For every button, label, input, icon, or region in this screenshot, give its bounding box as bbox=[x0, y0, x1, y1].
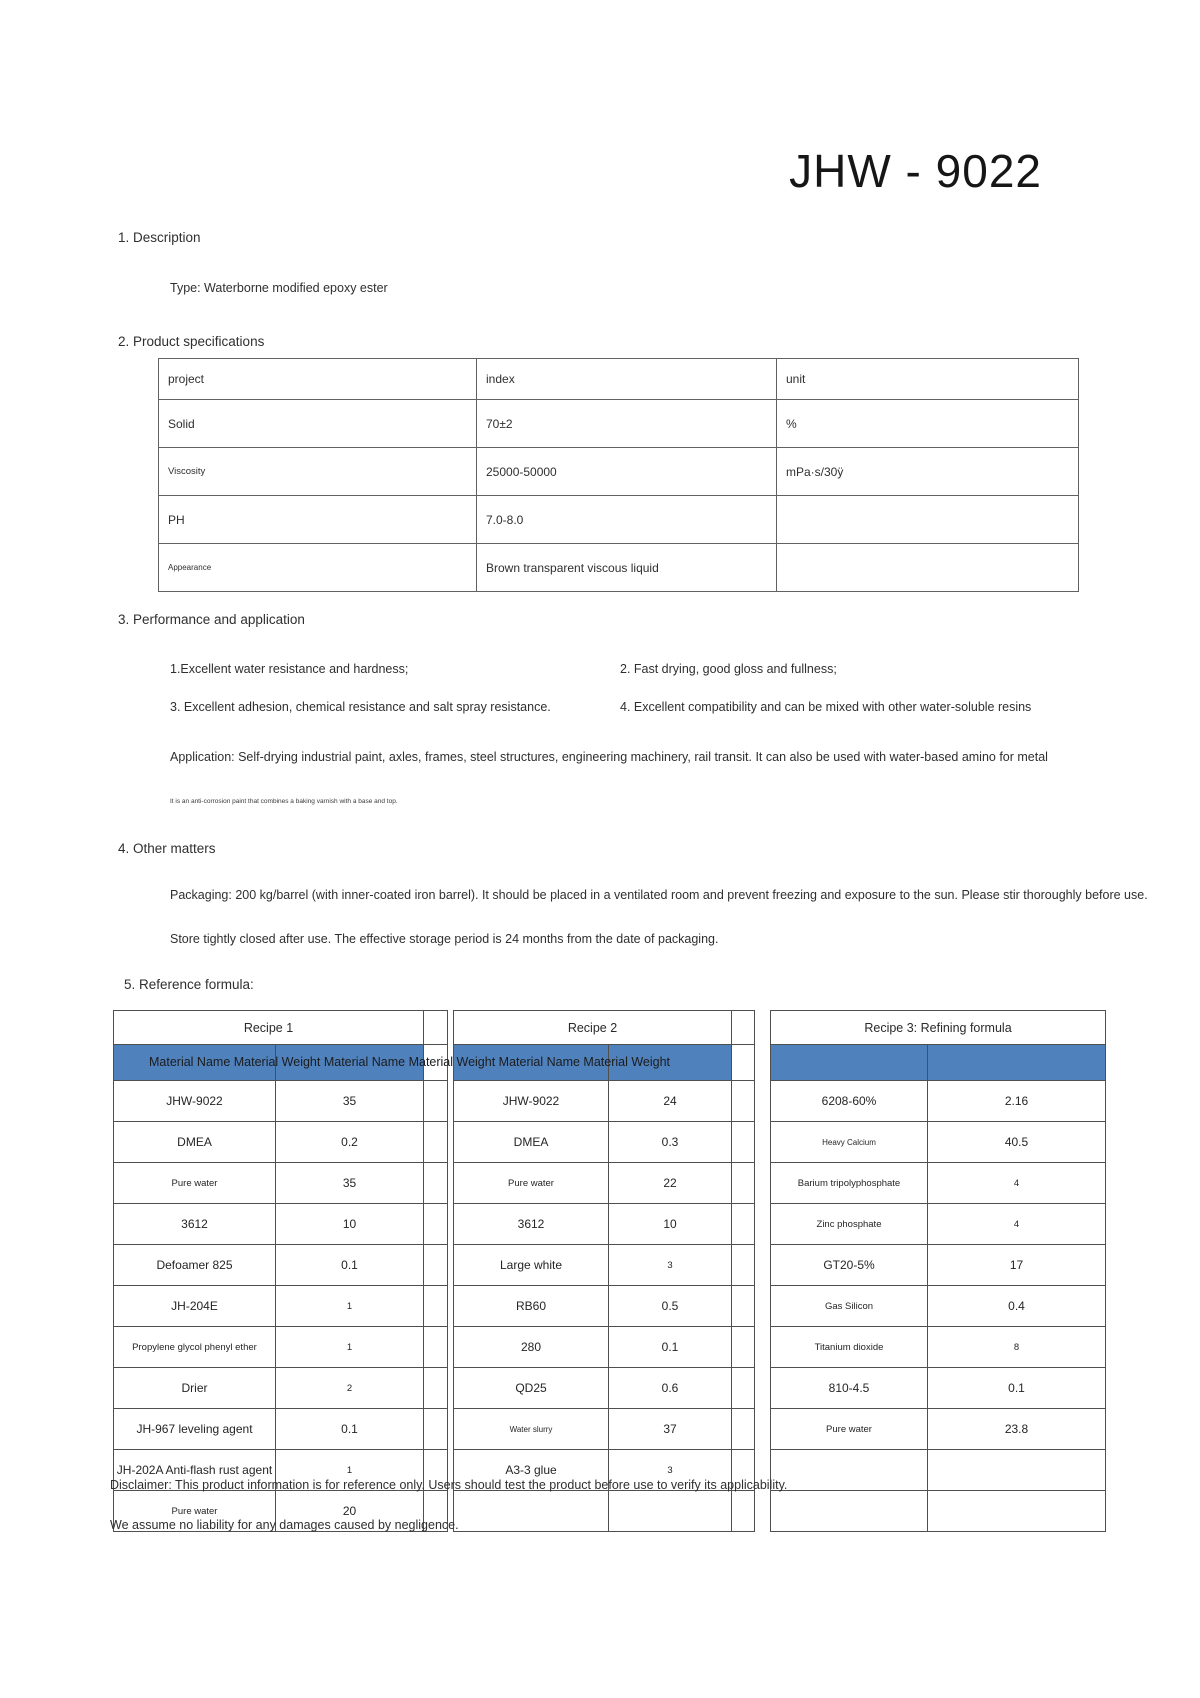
material-weight-cell: 1 bbox=[276, 1286, 424, 1327]
spec-project-cell: Appearance bbox=[159, 544, 477, 592]
material-weight-cell: 3 bbox=[609, 1450, 732, 1491]
recipe-row bbox=[771, 1163, 1106, 1204]
material-name-cell: 3612 bbox=[114, 1204, 276, 1245]
material-weight-cell: 10 bbox=[276, 1204, 424, 1245]
section-heading-reference-formula: 5. Reference formula: bbox=[124, 977, 254, 992]
performance-item-4: 4. Excellent compatibility and can be mixed with other water-soluble resins bbox=[620, 700, 1032, 714]
material-weight-cell: 24 bbox=[609, 1081, 732, 1122]
recipe-row bbox=[771, 1450, 1106, 1491]
material-name-cell bbox=[771, 1491, 928, 1532]
performance-list bbox=[170, 662, 1070, 738]
recipe-row bbox=[114, 1409, 448, 1450]
recipe-spacer-cell bbox=[424, 1045, 448, 1081]
recipe-title: Recipe 2 bbox=[454, 1011, 732, 1045]
recipe-spacer-cell bbox=[732, 1327, 755, 1368]
recipe-row bbox=[114, 1327, 448, 1368]
material-name-cell: JH-202A Anti-flash rust agent bbox=[114, 1450, 276, 1491]
material-weight-cell: 10 bbox=[609, 1204, 732, 1245]
spec-index-cell: Brown transparent viscous liquid bbox=[477, 544, 777, 592]
material-weight-cell: 0.4 bbox=[928, 1286, 1106, 1327]
section-heading-specifications: 2. Product specifications bbox=[118, 334, 265, 349]
spec-project-cell: Solid bbox=[159, 400, 477, 448]
recipe-row bbox=[114, 1081, 448, 1122]
packaging-line: Packaging: 200 kg/barrel (with inner-coated iron barrel). It should be placed in a ventilated room and prevent freezing and exposure to the sun. Please stir thoroughly before use. bbox=[170, 888, 1148, 902]
recipe-row bbox=[454, 1122, 755, 1163]
material-weight-cell: 0.1 bbox=[276, 1409, 424, 1450]
material-name-cell: JHW-9022 bbox=[114, 1081, 276, 1122]
recipe-row bbox=[771, 1081, 1106, 1122]
spec-unit-cell bbox=[777, 544, 1079, 592]
material-name-cell: 280 bbox=[454, 1327, 609, 1368]
recipe-spacer-cell bbox=[732, 1081, 755, 1122]
material-weight-cell: 40.5 bbox=[928, 1122, 1106, 1163]
recipe-spacer-cell bbox=[732, 1368, 755, 1409]
recipe-table-2 bbox=[453, 1010, 755, 1532]
material-weight-cell: 0.2 bbox=[276, 1122, 424, 1163]
recipe-header-name-cell bbox=[454, 1045, 609, 1081]
recipe-table-3 bbox=[770, 1010, 1106, 1532]
section-heading-performance: 3. Performance and application bbox=[118, 612, 305, 627]
spec-row bbox=[159, 400, 1079, 448]
recipe-spacer-cell bbox=[732, 1491, 755, 1532]
recipe-spacer-cell bbox=[732, 1245, 755, 1286]
performance-item-3: 3. Excellent adhesion, chemical resistance and salt spray resistance. bbox=[170, 700, 551, 714]
recipe-row bbox=[454, 1204, 755, 1245]
material-name-cell: Zinc phosphate bbox=[771, 1204, 928, 1245]
material-name-cell: JHW-9022 bbox=[454, 1081, 609, 1122]
material-weight-cell: 0.1 bbox=[928, 1368, 1106, 1409]
recipe-row bbox=[454, 1409, 755, 1450]
recipe-row bbox=[114, 1163, 448, 1204]
recipe-spacer-cell bbox=[732, 1163, 755, 1204]
recipe-spacer-cell bbox=[732, 1045, 755, 1081]
recipe-row bbox=[771, 1245, 1106, 1286]
material-weight-cell: 1 bbox=[276, 1327, 424, 1368]
recipe-row bbox=[114, 1286, 448, 1327]
recipe-row bbox=[771, 1122, 1106, 1163]
spec-unit-cell: mPa·s/30ÿ bbox=[777, 448, 1079, 496]
spec-header-unit: unit bbox=[777, 359, 1079, 400]
material-name-cell: Pure water bbox=[114, 1491, 276, 1532]
spec-index-cell: 7.0-8.0 bbox=[477, 496, 777, 544]
spec-row bbox=[159, 448, 1079, 496]
material-weight-cell: 35 bbox=[276, 1081, 424, 1122]
anticorrosion-note: It is an anti-corrosion paint that combines a baking varnish with a base and top. bbox=[170, 798, 398, 805]
recipe-spacer-cell bbox=[424, 1011, 448, 1045]
spec-project-cell: PH bbox=[159, 496, 477, 544]
material-weight-cell: 0.1 bbox=[609, 1327, 732, 1368]
material-name-cell: Titanium dioxide bbox=[771, 1327, 928, 1368]
spec-header-project: project bbox=[159, 359, 477, 400]
recipe-spacer-cell bbox=[732, 1122, 755, 1163]
material-weight-cell bbox=[928, 1491, 1106, 1532]
recipe-spacer-cell bbox=[424, 1245, 448, 1286]
recipe-spacer-cell bbox=[732, 1409, 755, 1450]
material-weight-cell: 2.16 bbox=[928, 1081, 1106, 1122]
material-name-cell: 6208-60% bbox=[771, 1081, 928, 1122]
spec-row bbox=[159, 496, 1079, 544]
recipe-row bbox=[454, 1245, 755, 1286]
recipe-row bbox=[454, 1491, 755, 1532]
recipe-title: Recipe 1 bbox=[114, 1011, 424, 1045]
recipe-row bbox=[114, 1368, 448, 1409]
recipe-row bbox=[771, 1286, 1106, 1327]
recipe-header-name-cell bbox=[114, 1045, 276, 1081]
recipe-row bbox=[114, 1122, 448, 1163]
recipe-table-1 bbox=[113, 1010, 448, 1532]
recipe-row bbox=[771, 1491, 1106, 1532]
recipe-row bbox=[771, 1409, 1106, 1450]
liability-line: We assume no liability for any damages caused by negligence. bbox=[110, 1518, 459, 1532]
type-line: Type: Waterborne modified epoxy ester bbox=[170, 281, 388, 295]
recipe-spacer-cell bbox=[424, 1286, 448, 1327]
spec-project-cell: Viscosity bbox=[159, 448, 477, 496]
spec-index-cell: 25000-50000 bbox=[477, 448, 777, 496]
recipe-tables bbox=[113, 1010, 1106, 1532]
material-name-cell: Pure water bbox=[771, 1409, 928, 1450]
material-weight-cell bbox=[928, 1450, 1106, 1491]
spec-index-cell: 70±2 bbox=[477, 400, 777, 448]
material-name-cell: QD25 bbox=[454, 1368, 609, 1409]
performance-item-2: 2. Fast drying, good gloss and fullness; bbox=[620, 662, 837, 676]
recipe-row bbox=[771, 1368, 1106, 1409]
material-name-cell: Barium tripolyphosphate bbox=[771, 1163, 928, 1204]
material-weight-cell: 0.6 bbox=[609, 1368, 732, 1409]
material-name-cell: Gas Silicon bbox=[771, 1286, 928, 1327]
material-weight-cell: 20 bbox=[276, 1491, 424, 1532]
material-name-cell: GT20-5% bbox=[771, 1245, 928, 1286]
disclaimer-line: Disclaimer: This product information is for reference only. Users should test the product before use to verify its applicability. bbox=[110, 1478, 788, 1492]
material-weight-cell: 2 bbox=[276, 1368, 424, 1409]
page-title: JHW - 9022 bbox=[789, 145, 1042, 197]
material-weight-cell: 4 bbox=[928, 1204, 1106, 1245]
material-name-cell: JH-967 leveling agent bbox=[114, 1409, 276, 1450]
material-weight-cell: 23.8 bbox=[928, 1409, 1106, 1450]
recipe-row bbox=[454, 1327, 755, 1368]
storage-line: Store tightly closed after use. The effective storage period is 24 months from the date of packaging. bbox=[170, 932, 719, 946]
section-heading-description: 1. Description bbox=[118, 230, 201, 245]
material-weight-cell: 0.1 bbox=[276, 1245, 424, 1286]
material-name-cell: 810-4.5 bbox=[771, 1368, 928, 1409]
material-name-cell: 3612 bbox=[454, 1204, 609, 1245]
recipe-spacer-cell bbox=[424, 1204, 448, 1245]
recipe-spacer-cell bbox=[732, 1011, 755, 1045]
material-weight-cell: 35 bbox=[276, 1163, 424, 1204]
material-name-cell: JH-204E bbox=[114, 1286, 276, 1327]
recipe-column-headers: Material Name Material Weight Material Name Material Weight Material Name Material Weight bbox=[149, 1055, 671, 1069]
recipe-spacer-cell bbox=[424, 1327, 448, 1368]
spec-table-body bbox=[159, 359, 1079, 592]
material-weight-cell bbox=[609, 1491, 732, 1532]
material-name-cell: Defoamer 825 bbox=[114, 1245, 276, 1286]
material-name-cell: Drier bbox=[114, 1368, 276, 1409]
recipe-row bbox=[771, 1327, 1106, 1368]
spec-unit-cell bbox=[777, 496, 1079, 544]
recipe-spacer-cell bbox=[424, 1368, 448, 1409]
recipe-title: Recipe 3: Refining formula bbox=[771, 1011, 1106, 1045]
recipe-row bbox=[114, 1245, 448, 1286]
material-name-cell: A3-3 glue bbox=[454, 1450, 609, 1491]
recipe-row bbox=[454, 1368, 755, 1409]
spec-header-row bbox=[159, 359, 1079, 400]
recipe-row bbox=[454, 1286, 755, 1327]
recipe-header-weight-cell bbox=[928, 1045, 1106, 1081]
recipe-row bbox=[454, 1081, 755, 1122]
material-name-cell: DMEA bbox=[454, 1122, 609, 1163]
material-name-cell bbox=[771, 1450, 928, 1491]
recipe-row bbox=[454, 1163, 755, 1204]
spec-header-index: index bbox=[477, 359, 777, 400]
material-weight-cell: 1 bbox=[276, 1450, 424, 1491]
application-line: Application: Self-drying industrial paint, axles, frames, steel structures, engineering machinery, rail transit. It can also be used with water-based amino for metal bbox=[170, 750, 1048, 764]
material-name-cell: Propylene glycol phenyl ether bbox=[114, 1327, 276, 1368]
material-weight-cell: 37 bbox=[609, 1409, 732, 1450]
recipe-row bbox=[771, 1204, 1106, 1245]
material-weight-cell: 0.3 bbox=[609, 1122, 732, 1163]
material-weight-cell: 4 bbox=[928, 1163, 1106, 1204]
performance-item-1: 1.Excellent water resistance and hardness; bbox=[170, 662, 409, 676]
section-heading-other-matters: 4. Other matters bbox=[118, 841, 216, 856]
material-name-cell: Water slurry bbox=[454, 1409, 609, 1450]
material-name-cell bbox=[454, 1491, 609, 1532]
material-name-cell: Large white bbox=[454, 1245, 609, 1286]
material-weight-cell: 22 bbox=[609, 1163, 732, 1204]
recipe-row bbox=[114, 1204, 448, 1245]
recipe-spacer-cell bbox=[424, 1122, 448, 1163]
recipe-header-weight-cell bbox=[609, 1045, 732, 1081]
recipe-spacer-cell bbox=[424, 1081, 448, 1122]
recipe-spacer-cell bbox=[424, 1409, 448, 1450]
recipe-spacer-cell bbox=[732, 1286, 755, 1327]
material-name-cell: RB60 bbox=[454, 1286, 609, 1327]
recipe-header-weight-cell bbox=[276, 1045, 424, 1081]
spec-unit-cell: % bbox=[777, 400, 1079, 448]
recipe-header-name-cell bbox=[771, 1045, 928, 1081]
material-name-cell: DMEA bbox=[114, 1122, 276, 1163]
material-weight-cell: 0.5 bbox=[609, 1286, 732, 1327]
spec-table bbox=[158, 358, 1079, 592]
material-name-cell: Heavy Calcium bbox=[771, 1122, 928, 1163]
recipe-spacer-cell bbox=[732, 1204, 755, 1245]
spec-row bbox=[159, 544, 1079, 592]
material-weight-cell: 3 bbox=[609, 1245, 732, 1286]
material-weight-cell: 17 bbox=[928, 1245, 1106, 1286]
recipe-spacer-cell bbox=[424, 1163, 448, 1204]
material-name-cell: Pure water bbox=[454, 1163, 609, 1204]
material-name-cell: Pure water bbox=[114, 1163, 276, 1204]
material-weight-cell: 8 bbox=[928, 1327, 1106, 1368]
